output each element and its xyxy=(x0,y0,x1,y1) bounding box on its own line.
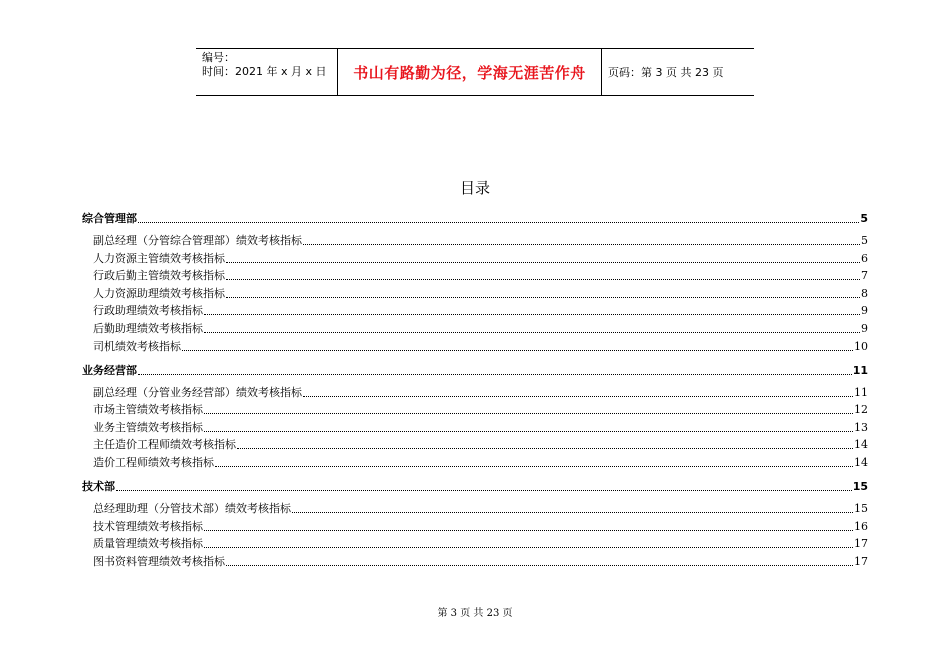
toc-entry[interactable] xyxy=(82,419,868,435)
toc-entry[interactable] xyxy=(82,302,868,318)
toc-dot-leader xyxy=(204,530,853,531)
toc-entry-label: 业务经营部 xyxy=(82,363,137,377)
toc-entry[interactable] xyxy=(82,553,868,569)
toc-entry-label: 人力资源主管绩效考核指标 xyxy=(93,251,225,265)
document-header xyxy=(196,48,754,96)
header-meta-cell xyxy=(196,49,338,95)
toc-dot-leader xyxy=(204,413,853,414)
toc-dot-leader xyxy=(303,244,860,245)
toc-dot-leader xyxy=(226,262,860,263)
toc-entry-page: 17 xyxy=(854,537,868,551)
toc-entry-label: 市场主管绩效考核指标 xyxy=(93,403,203,417)
toc-entry[interactable] xyxy=(82,384,868,400)
toc-entry-label: 技术部 xyxy=(82,480,115,493)
toc-entry-label: 人力资源助理绩效考核指标 xyxy=(93,286,225,300)
toc-dot-leader xyxy=(292,512,853,513)
toc-entry[interactable] xyxy=(82,320,868,336)
toc-entry-page: 5 xyxy=(861,234,868,247)
toc-section-entry[interactable] xyxy=(82,210,868,226)
toc-dot-leader xyxy=(303,396,853,397)
toc-entry-label: 质量管理绩效考核指标 xyxy=(93,537,203,551)
toc-dot-leader xyxy=(204,314,860,315)
toc-entry[interactable] xyxy=(82,232,868,248)
toc-entry-page: 17 xyxy=(854,554,868,568)
toc-entry[interactable] xyxy=(82,518,868,534)
toc-entry-page: 5 xyxy=(860,212,868,225)
toc-dot-leader xyxy=(204,332,860,333)
toc-dot-leader xyxy=(204,547,853,548)
toc-dot-leader xyxy=(215,466,853,467)
toc-entry[interactable] xyxy=(82,535,868,551)
toc-entry-page: 16 xyxy=(854,519,868,533)
toc-entry-label: 造价工程师绩效考核指标 xyxy=(93,456,214,469)
toc-entry-label: 技术管理绩效考核指标 xyxy=(93,519,203,533)
toc-entry-page: 6 xyxy=(861,251,868,265)
toc-entry-page: 15 xyxy=(854,502,868,515)
toc-entry-page: 15 xyxy=(852,480,868,493)
toc-entry[interactable] xyxy=(82,454,868,470)
toc-entry-page: 9 xyxy=(861,322,868,335)
toc-entry-label: 行政助理绩效考核指标 xyxy=(93,304,203,318)
toc-entry[interactable] xyxy=(82,267,868,283)
header-motto: 书山有路勤为径，学海无涯苦作舟 xyxy=(338,49,602,95)
toc-entry-label: 主任造价工程师绩效考核指标 xyxy=(93,438,236,452)
toc-dot-leader xyxy=(182,350,853,351)
toc-dot-leader xyxy=(138,222,859,223)
toc-dot-leader xyxy=(226,565,853,566)
toc-entry-label: 司机绩效考核指标 xyxy=(93,339,181,353)
toc-entry-page: 11 xyxy=(852,363,868,377)
toc-entry[interactable] xyxy=(82,401,868,417)
toc-entry[interactable] xyxy=(82,436,868,452)
toc-entry-label: 副总经理（分管综合管理部）绩效考核指标 xyxy=(93,234,302,247)
toc-entry[interactable] xyxy=(82,338,868,354)
toc-title: 目录 xyxy=(459,179,490,197)
toc-entry-page: 13 xyxy=(854,420,868,434)
page-footer: 第 3 页 共 23 页 xyxy=(437,608,513,619)
toc-entry-label: 总经理助理（分管技术部）绩效考核指标 xyxy=(93,502,291,515)
toc-entry-page: 11 xyxy=(854,385,868,399)
toc-entry[interactable] xyxy=(82,285,868,301)
toc-dot-leader xyxy=(226,279,860,280)
toc-entry[interactable] xyxy=(82,250,868,266)
toc-entry-label: 后勤助理绩效考核指标 xyxy=(93,322,203,335)
toc-dot-leader xyxy=(116,490,852,491)
toc-dot-leader xyxy=(237,448,853,449)
toc-entry-page: 7 xyxy=(861,269,868,283)
toc-entry-page: 14 xyxy=(854,456,868,469)
toc-entry-page: 10 xyxy=(854,339,868,353)
header-page-code: 页码：第 3 页 共 23 页 xyxy=(608,66,724,79)
document-number-label: 编号： xyxy=(202,51,235,64)
toc-entry-label: 图书资料管理绩效考核指标 xyxy=(93,554,225,568)
toc-section-entry[interactable] xyxy=(82,478,868,494)
toc-entry-label: 业务主管绩效考核指标 xyxy=(93,420,203,434)
toc-dot-leader xyxy=(204,431,853,432)
toc-entry-page: 12 xyxy=(854,403,868,417)
toc-entry-label: 副总经理（分管业务经营部）绩效考核指标 xyxy=(93,385,302,399)
toc-entry-label: 综合管理部 xyxy=(82,212,137,225)
toc-entry-page: 14 xyxy=(854,438,868,452)
toc-entry-page: 9 xyxy=(861,304,868,318)
document-time-label: 时间：2021 年 x 月 x 日 xyxy=(202,65,327,78)
toc-dot-leader xyxy=(138,374,852,375)
toc-entry-page: 8 xyxy=(861,286,868,300)
toc-section-entry[interactable] xyxy=(82,362,868,378)
toc-dot-leader xyxy=(226,297,860,298)
toc-entry[interactable] xyxy=(82,500,868,516)
toc-entry-label: 行政后勤主管绩效考核指标 xyxy=(93,269,225,283)
